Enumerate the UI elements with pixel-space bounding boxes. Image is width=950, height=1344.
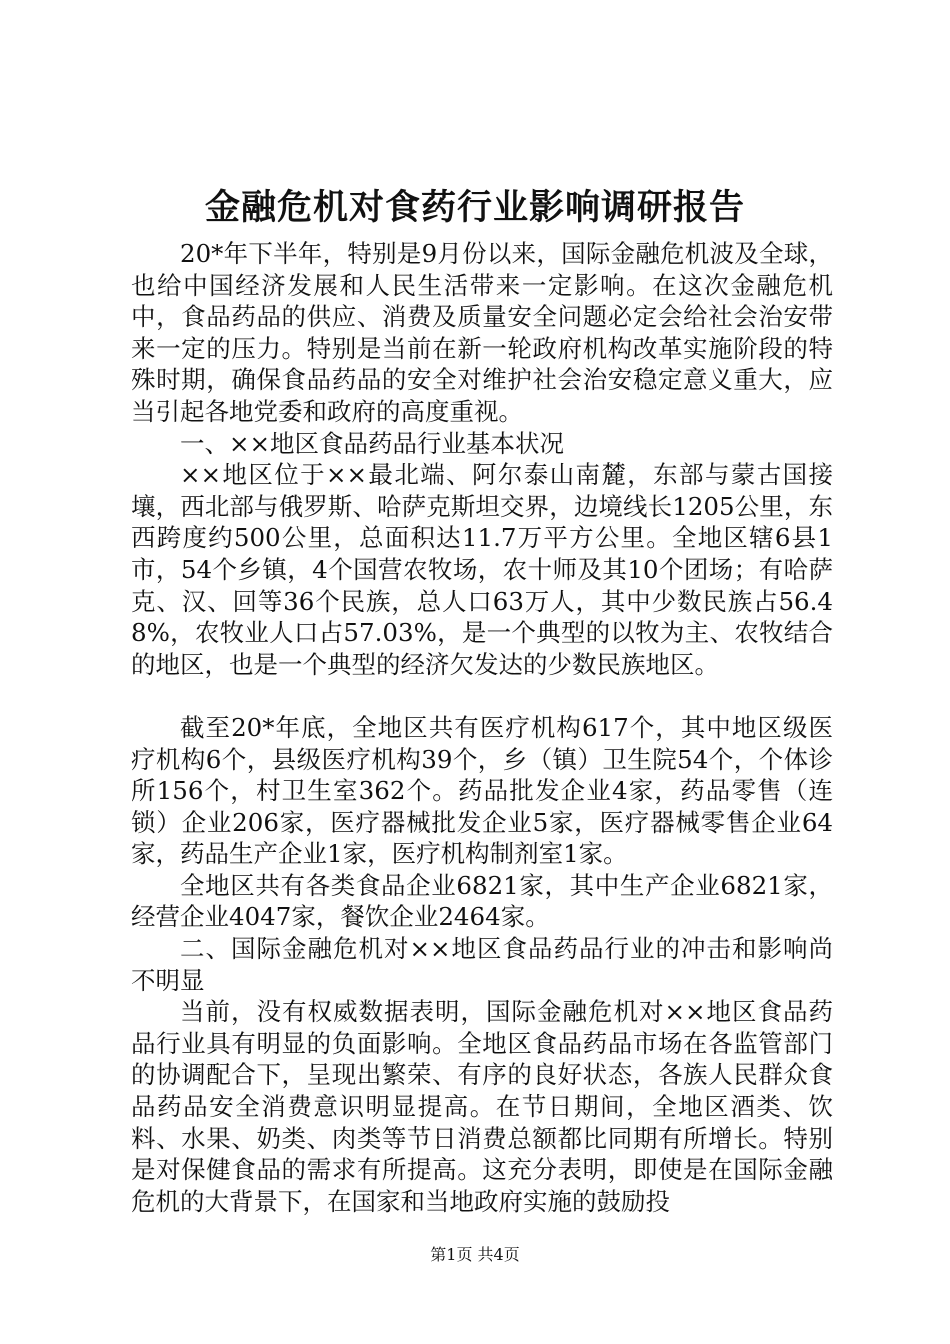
page-number-footer: 第1页 共4页 [430, 1245, 520, 1264]
section-heading-2: 二、国际金融危机对××地区食品药品行业的冲击和影响尚不明显 [131, 934, 833, 995]
paragraph-food-enterprises: 全地区共有各类食品企业6821家，其中生产企业6821家，经营企业4047家，餐饮企业2464家。 [131, 870, 833, 932]
paragraph-region-overview: ××地区位于××最北端、阿尔泰山南麓，东部与蒙古国接壤，西北部与俄罗斯、哈萨克斯坦交界，边境线长1205公里，东西跨度约500公里，总面积达11.7万平方公里。全地区辖6县1市，54个乡镇，4个国营农牧场，农十师及其10个团场；有哈萨克、汉、回等36个民族，总人口63万人，其中少数民族占56.48%，农牧业人口占57.03%，是一个典型的以牧为主、农牧结合的地区，也是一个典型的经济欠发达的少数民族地区。 [131, 460, 833, 679]
section-heading-1: 一、××地区食品药品行业基本状况 [180, 428, 565, 458]
paragraph-medical-institutions: 截至20*年底，全地区共有医疗机构617个，其中地区级医疗机构6个，县级医疗机构39个，乡（镇）卫生院54个，个体诊所156个，村卫生室362个。药品批发企业4家，药品零售（连锁）企业206家，医疗器械批发企业5家，医疗器械零售企业64家，药品生产企业1家，医疗机构制剂室1家。 [131, 712, 833, 869]
document-body [131, 238, 833, 1217]
document-title: 金融危机对食药行业影响调研报告 [204, 187, 745, 228]
paragraph-current-situation: 当前，没有权威数据表明，国际金融危机对××地区食品药品行业具有明显的负面影响。全地区食品药品市场在各监管部门的协调配合下，呈现出繁荣、有序的良好状态，各族人民群众食品药品安全消费意识明显提高。在节日期间，全地区酒类、饮料、水果、奶类、肉类等节日消费总额都比同期有所增长。特别是对保健食品的需求有所提高。这充分表明，即使是在国际金融危机的大背景下，在国家和当地政府实施的鼓励投 [131, 997, 833, 1216]
paragraph-intro: 20*年下半年，特别是9月份以来，国际金融危机波及全球，也给中国经济发展和人民生活带来一定影响。在这次金融危机中，食品药品的供应、消费及质量安全问题必定会给社会治安带来一定的压力。特别是当前在新一轮政府机构改革实施阶段的特殊时期，确保食品药品的安全对维护社会治安稳定意义重大，应当引起各地党委和政府的高度重视。 [131, 239, 833, 426]
